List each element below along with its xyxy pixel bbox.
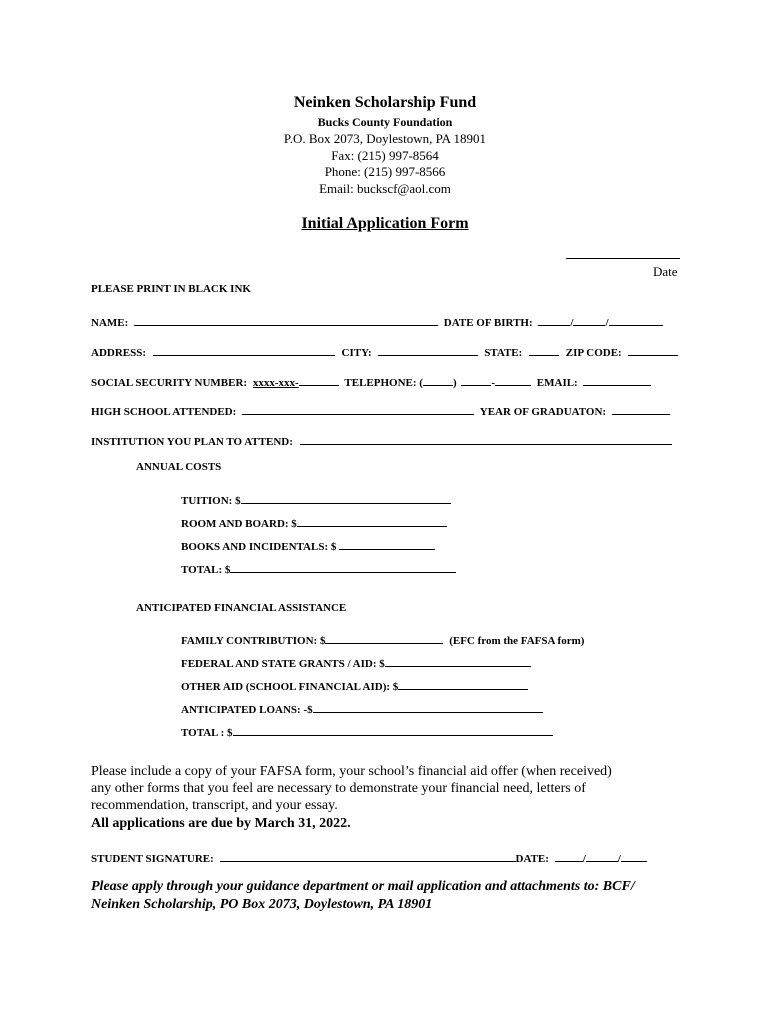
books-label: BOOKS AND INCIDENTALS: $ [181, 541, 337, 553]
signature-label: STUDENT SIGNATURE: [91, 853, 214, 865]
assistance-total-label: TOTAL : $ [181, 727, 233, 739]
ssn-label: SOCIAL SECURITY NUMBER: [91, 377, 248, 389]
name-row: NAME: DATE OF BIRTH: / / [91, 313, 663, 329]
address-field[interactable] [153, 343, 335, 356]
state-field[interactable] [529, 343, 559, 356]
other-aid-field[interactable] [398, 677, 528, 690]
phone-line-field[interactable] [495, 373, 531, 386]
family-contribution-field[interactable] [325, 631, 443, 644]
books-row [181, 537, 435, 553]
financial-assistance-heading: ANTICIPATED FINANCIAL ASSISTANCE [136, 602, 347, 614]
print-instruction: PLEASE PRINT IN BLACK INK [91, 283, 251, 295]
tuition-label: TUITION: $ [181, 495, 241, 507]
loans-label: ANTICIPATED LOANS: -$ [181, 704, 313, 716]
closing-line-1: Please apply through your guidance department or mail application and attachments to: BCF/ [91, 879, 635, 894]
family-contribution-row [181, 631, 584, 647]
institution-field[interactable] [300, 432, 672, 445]
grants-label: FEDERAL AND STATE GRANTS / AID: $ [181, 658, 385, 670]
signature-year-field[interactable] [621, 849, 647, 862]
mailing-instructions [91, 878, 691, 914]
deadline-notice: All applications are due by March 31, 2022. [91, 816, 351, 831]
name-field[interactable] [134, 313, 438, 326]
dob-day-field[interactable] [573, 313, 605, 326]
state-label: STATE: [484, 347, 523, 359]
grad-year-field[interactable] [612, 402, 670, 415]
room-board-field[interactable] [297, 514, 447, 527]
email-field[interactable] [583, 373, 651, 386]
signature-field[interactable] [220, 849, 516, 862]
loans-field[interactable] [313, 700, 543, 713]
telephone-label: TELEPHONE: ( [344, 377, 423, 389]
city-label: CITY: [341, 347, 372, 359]
institution-row [91, 432, 672, 448]
high-school-row [91, 402, 670, 418]
ssn-field[interactable] [299, 373, 339, 386]
grants-field[interactable] [385, 654, 531, 667]
po-box-address: P.O. Box 2073, Doylestown, PA 18901 [283, 131, 487, 146]
books-field[interactable] [339, 537, 435, 550]
foundation-name: Bucks County Foundation [317, 115, 453, 129]
costs-total-label: TOTAL: $ [181, 564, 231, 576]
date-label: Date [653, 264, 678, 279]
costs-total-row [181, 560, 456, 576]
tuition-field[interactable] [241, 491, 451, 504]
address-row [91, 343, 678, 359]
costs-total-field[interactable] [230, 560, 456, 573]
assistance-total-row [181, 723, 553, 739]
signature-day-field[interactable] [586, 849, 618, 862]
grants-row [181, 654, 531, 670]
phone-number: Phone: (215) 997-8566 [324, 164, 446, 179]
signature-month-field[interactable] [555, 849, 583, 862]
fax-number: Fax: (215) 997-8564 [331, 148, 439, 163]
paragraph-line-2: any other forms that you feel are necessary to demonstrate your financial need, letters of [91, 781, 586, 796]
zip-field[interactable] [628, 343, 678, 356]
efc-note: (EFC from the FAFSA form) [449, 635, 585, 647]
paragraph-line-1: Please include a copy of your FAFSA form, your school’s financial aid offer (when received) [91, 764, 612, 779]
grad-year-label: YEAR OF GRADUATON: [479, 406, 607, 418]
email-label: EMAIL: [536, 377, 578, 389]
signature-row: STUDENT SIGNATURE: DATE: / / [91, 849, 647, 865]
family-contribution-label: FAMILY CONTRIBUTION: $ [181, 635, 326, 647]
tuition-row [181, 491, 451, 507]
loans-row [181, 700, 543, 716]
closing-line-2: Neinken Scholarship, PO Box 2073, Doylestown, PA 18901 [91, 897, 433, 912]
instructions-paragraph [91, 763, 681, 814]
other-aid-row [181, 677, 528, 693]
zip-label: ZIP CODE: [565, 347, 622, 359]
dob-month-field[interactable] [538, 313, 570, 326]
dob-label: DATE OF BIRTH: [443, 317, 533, 329]
other-aid-label: OTHER AID (SCHOOL FINANCIAL AID): $ [181, 681, 399, 693]
ssn-prefix: xxxx-xxx- [252, 377, 299, 389]
institution-label: INSTITUTION YOU PLAN TO ATTEND: [91, 436, 293, 448]
form-title: Initial Application Form [301, 215, 469, 232]
room-board-row [181, 514, 447, 530]
assistance-total-field[interactable] [233, 723, 553, 736]
high-school-field[interactable] [242, 402, 474, 415]
contact-email: Email: buckscf@aol.com [319, 181, 451, 196]
annual-costs-heading: ANNUAL COSTS [136, 461, 222, 473]
dob-year-field[interactable] [609, 313, 663, 326]
fund-title: Neinken Scholarship Fund [293, 94, 477, 111]
city-field[interactable] [378, 343, 478, 356]
high-school-label: HIGH SCHOOL ATTENDED: [91, 406, 237, 418]
address-label: ADDRESS: [91, 347, 147, 359]
phone-prefix-field[interactable] [461, 373, 491, 386]
room-board-label: ROOM AND BOARD: $ [181, 518, 297, 530]
date-field-line[interactable] [566, 258, 680, 259]
signature-date-label: DATE: [515, 853, 549, 865]
area-code-field[interactable] [423, 373, 453, 386]
paragraph-line-3: recommendation, transcript, and your essay. [91, 798, 338, 813]
ssn-row: SOCIAL SECURITY NUMBER: xxxx-xxx- TELEPHONE: ( ) - EMAIL: [91, 373, 651, 389]
name-label: NAME: [91, 317, 129, 329]
